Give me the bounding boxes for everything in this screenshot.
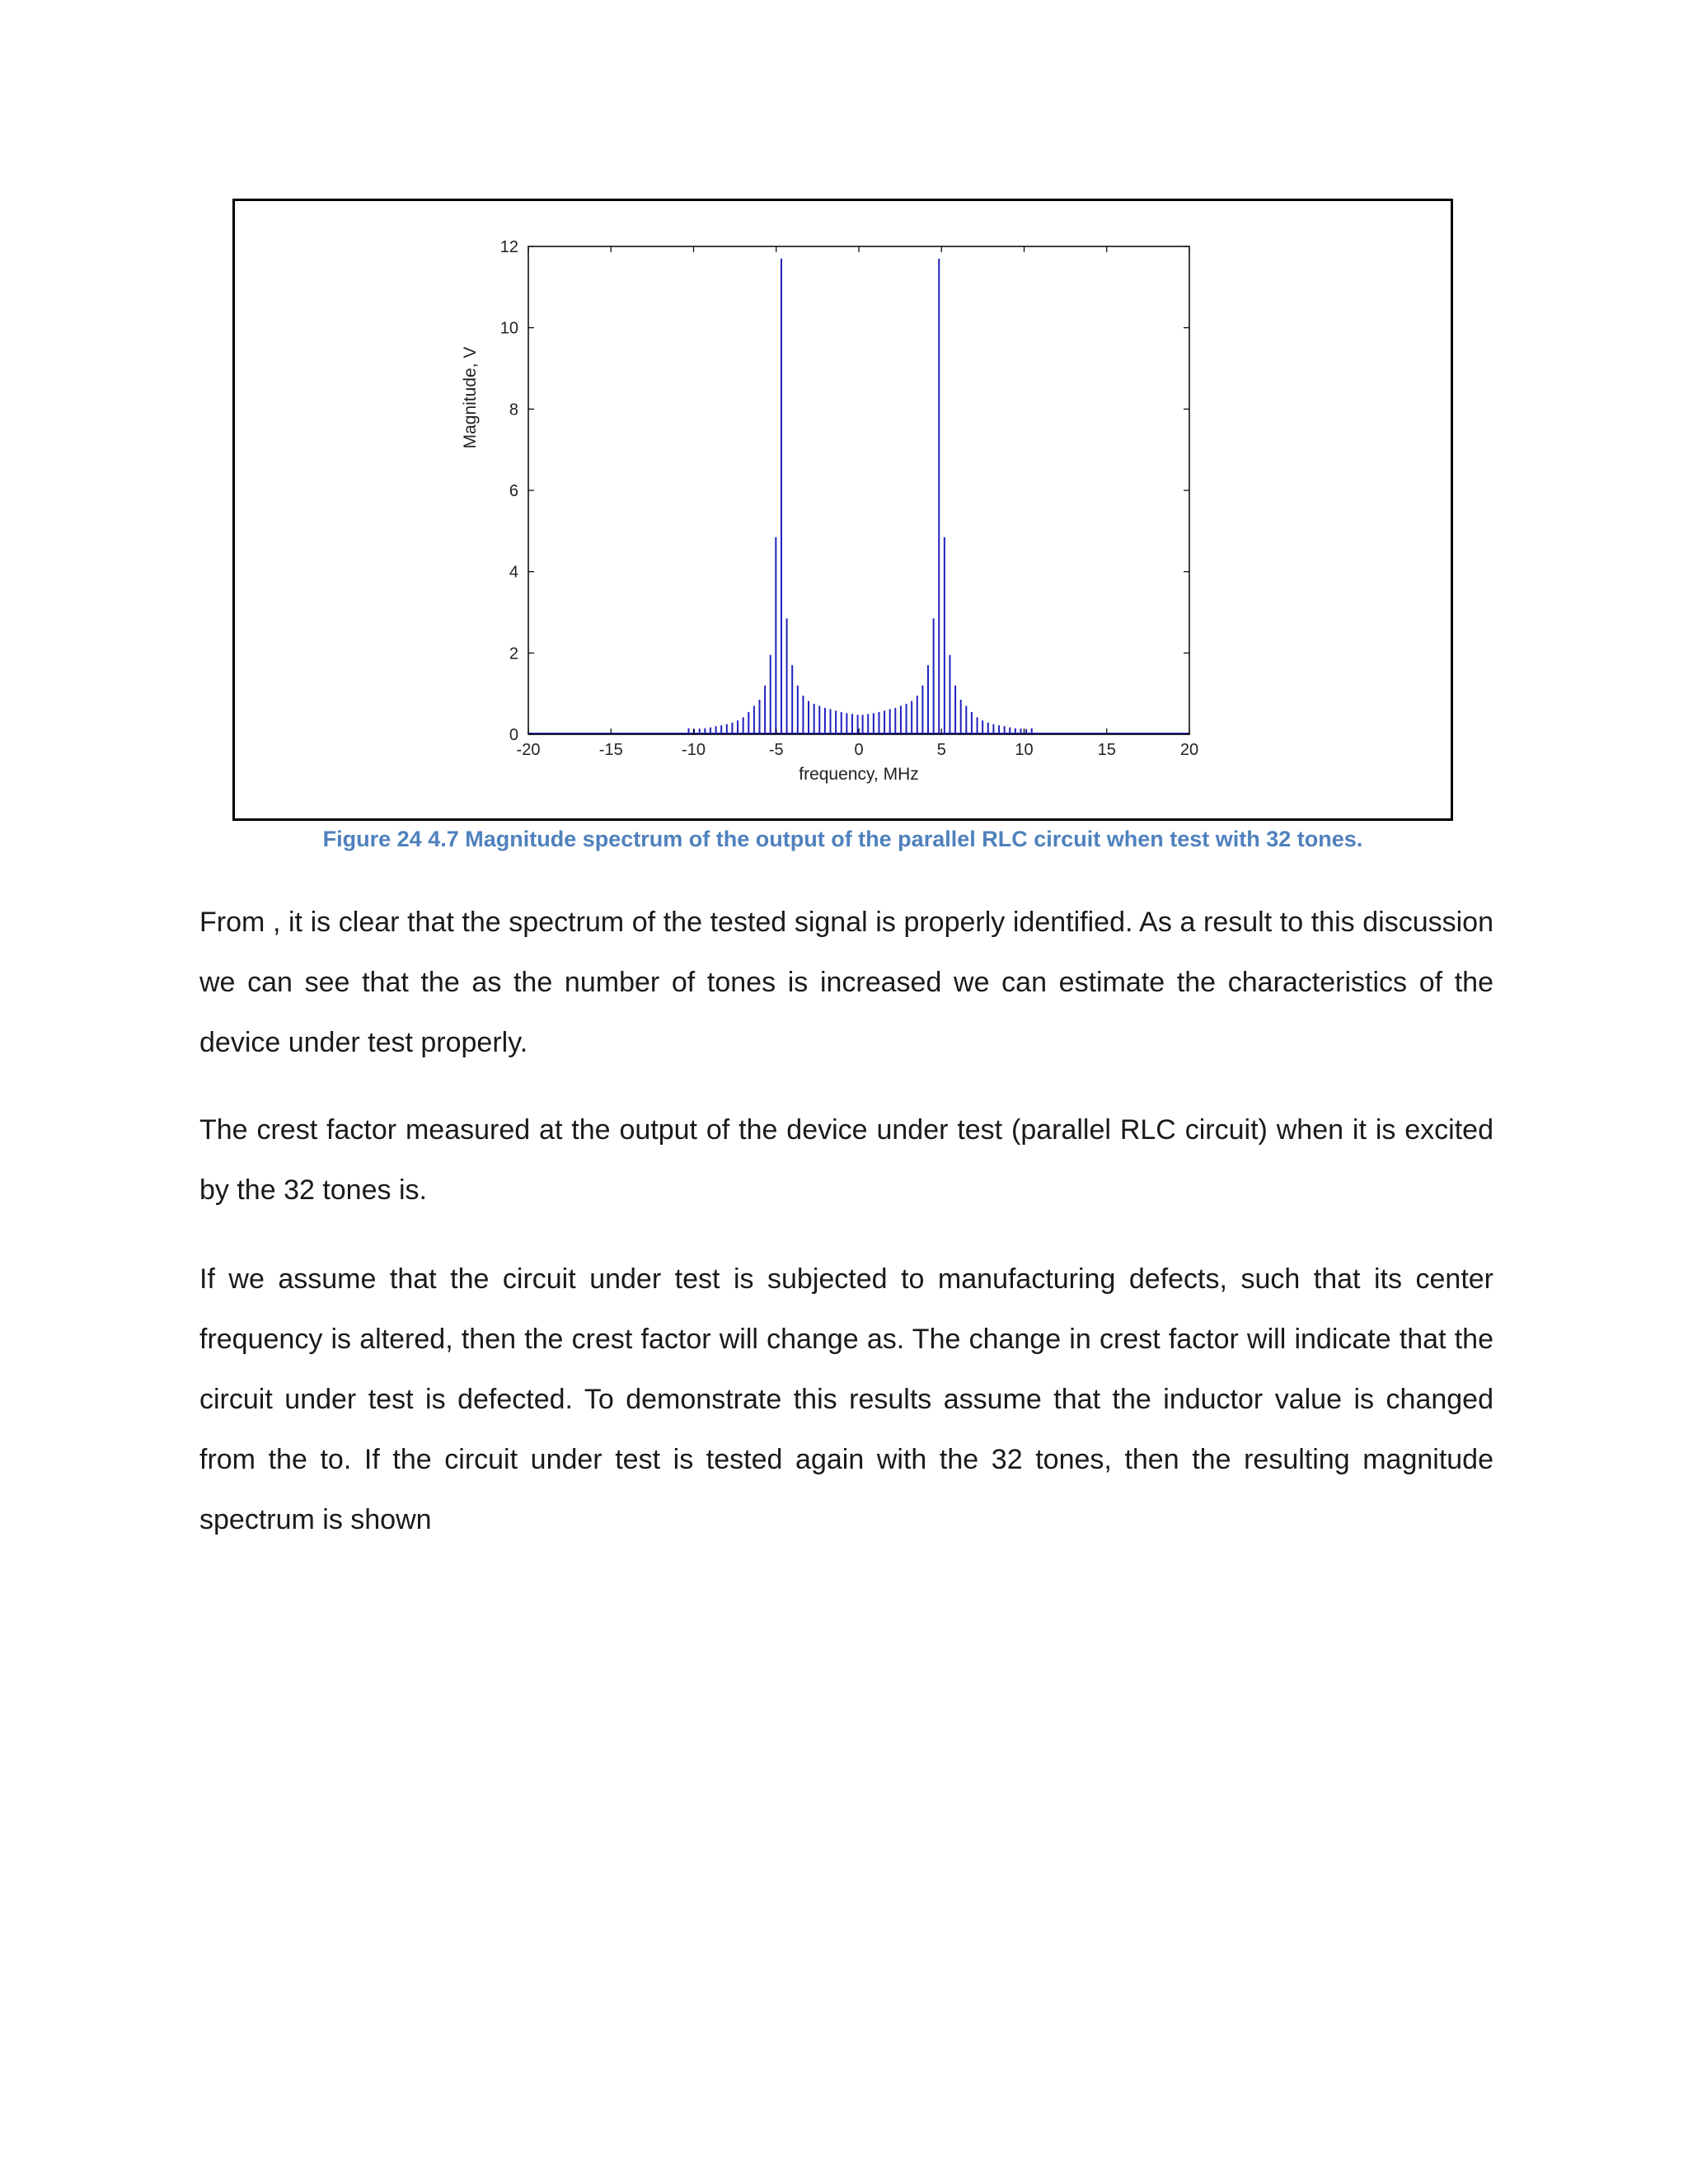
plot-area-box [528, 246, 1189, 734]
x-tick-label: 10 [1015, 741, 1034, 759]
figure-frame [232, 199, 1453, 821]
y-tick-label: 6 [509, 482, 518, 500]
y-tick-label: 4 [509, 563, 518, 582]
x-tick-label: 0 [854, 741, 864, 759]
x-tick-label: -15 [598, 741, 623, 759]
x-tick-label: 20 [1179, 741, 1199, 759]
y-tick-label: 8 [509, 401, 518, 419]
y-tick-label: 10 [499, 319, 518, 338]
paragraph-1: From , it is clear that the spectrum of the tested signal is properly identified. As a result to this discussion we can see that the as the number of tones is increased we can estimate the characteristics of the device under test properly. [199, 907, 1493, 1058]
y-tick-label: 0 [509, 726, 518, 744]
x-tick-label: -20 [516, 741, 541, 759]
magnitude-spectrum-chart [235, 201, 1451, 818]
y-tick-label: 2 [509, 644, 518, 663]
paragraph-2: The crest factor measured at the output of the device under test (parallel RLC circuit) when it is excited by the 32 tones is. [199, 1114, 1493, 1206]
y-tick-label: 12 [499, 238, 518, 256]
paragraph-3: If we assume that the circuit under test is subjected to manufacturing defects, such that its center frequency is altered, then the crest factor will change as. The change in crest factor will indicate that the circuit under test is defected. To demonstrate this results assume that the inductor value is changed from the to. If the circuit under test is tested again with the 32 tones, then the resulting magnitude spectrum is shown [199, 1263, 1493, 1535]
figure-caption: Figure 24 4.7 Magnitude spectrum of the output of the parallel RLC circuit when test with 32 tones. [322, 827, 1363, 851]
x-tick-label: 5 [936, 741, 946, 759]
y-axis-label: Magnitude, V [461, 346, 480, 449]
x-tick-label: 15 [1097, 741, 1116, 759]
x-tick-label: -5 [768, 741, 784, 759]
x-tick-label: -10 [682, 741, 706, 759]
x-axis-label: frequency, MHz [799, 765, 919, 784]
